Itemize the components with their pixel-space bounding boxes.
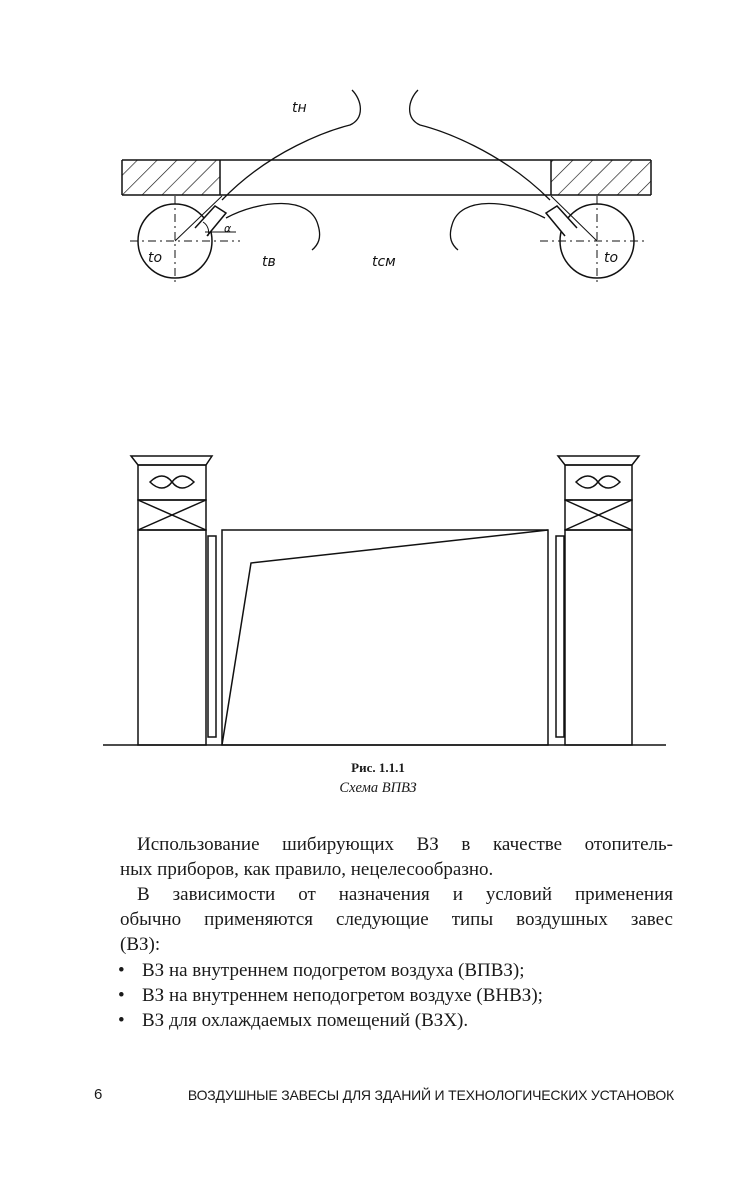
- label-t-in: tв: [262, 254, 276, 270]
- label-t-outside: tн: [292, 100, 307, 116]
- elevation-view-diagram: [0, 440, 756, 760]
- label-t-o-right: tо: [604, 250, 619, 266]
- paragraph-1: [120, 832, 673, 882]
- bullet-icon: •: [118, 1010, 125, 1031]
- wall: [122, 160, 651, 195]
- paragraph-line: обычно применяются следующие типы воздушных завес: [120, 909, 673, 930]
- paragraph-2: [120, 882, 673, 957]
- fan-unit-right: [540, 196, 645, 286]
- column-right: [556, 456, 639, 745]
- air-streamlines: [222, 90, 550, 250]
- paragraph-line: В зависимости от назначения и условий применения: [137, 884, 673, 905]
- paragraph-line: Использование шибирующих ВЗ в качестве отопитель-: [137, 834, 673, 855]
- figure-caption-title: Схема ВПВЗ: [339, 780, 417, 796]
- bullet-list: [118, 958, 678, 1033]
- label-t-mix: tсм: [372, 254, 396, 270]
- list-item: [118, 983, 678, 1008]
- running-title: ВОЗДУШНЫЕ ЗАВЕСЫ ДЛЯ ЗДАНИЙ И ТЕХНОЛОГИЧЕСКИХ УСТАНОВОК: [187, 1087, 674, 1103]
- bullet-icon: •: [118, 985, 125, 1006]
- list-item-text: ВЗ на внутреннем подогретом воздуха (ВПВЗ);: [142, 960, 525, 981]
- gate-opening: [222, 530, 548, 745]
- list-item: [118, 1008, 678, 1033]
- plan-view-diagram: [0, 0, 756, 300]
- velocity-profile: [222, 530, 548, 745]
- bullet-icon: •: [118, 960, 125, 981]
- paragraph-line: ных приборов, как правило, нецелесообразно.: [120, 859, 494, 880]
- list-item-text: ВЗ для охлаждаемых помещений (ВЗХ).: [142, 1010, 469, 1031]
- label-t-o-left: tо: [148, 250, 163, 266]
- paragraph-line: (ВЗ):: [120, 934, 161, 955]
- fan-unit-left: [130, 196, 240, 286]
- fan-icon: [576, 476, 620, 488]
- fan-icon: [150, 476, 194, 488]
- figure-caption-number: Рис. 1.1.1: [351, 760, 405, 775]
- label-angle: α: [224, 222, 232, 235]
- column-left: [131, 456, 216, 745]
- list-item: [118, 958, 678, 983]
- page-number: 6: [94, 1086, 103, 1103]
- list-item-text: ВЗ на внутреннем неподогретом воздухе (ВНВЗ);: [142, 985, 543, 1006]
